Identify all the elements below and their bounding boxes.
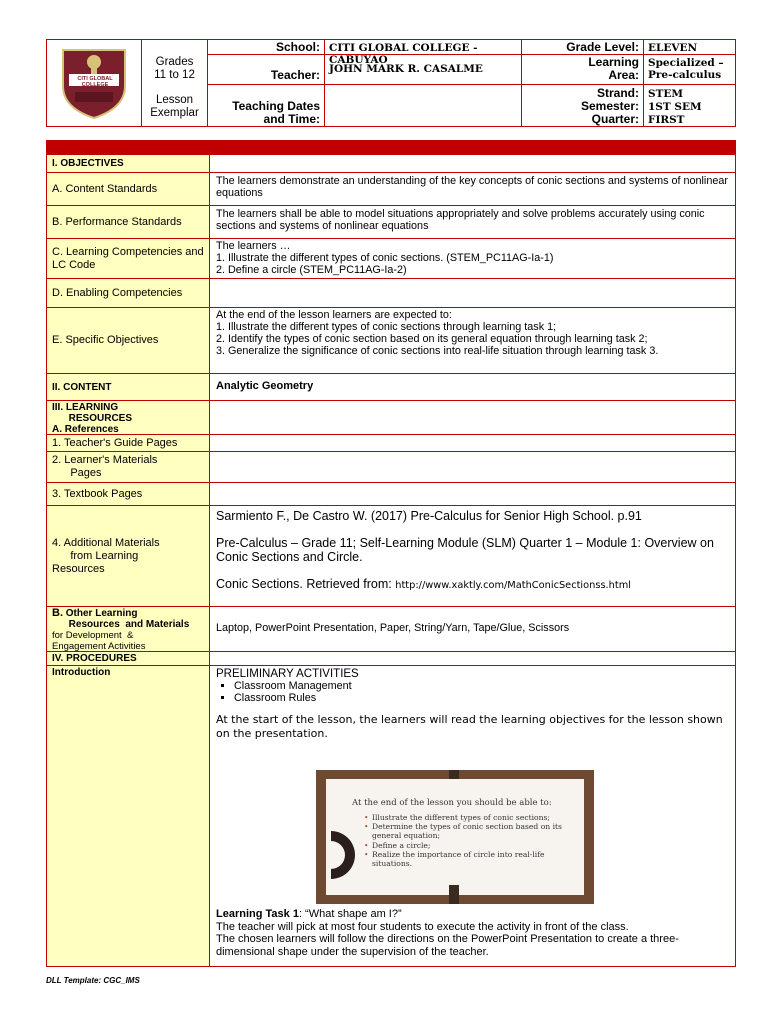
learning-task-title: Learning Task 1	[216, 908, 299, 920]
objectives-slide-image	[316, 770, 594, 904]
additional-materials-label: 4. Additional Materials from Learning Resources	[47, 506, 210, 606]
resources-row	[47, 400, 735, 434]
learners-materials-value	[210, 452, 735, 482]
semester-label: Semester:	[580, 99, 639, 113]
grades-label: Grades 11 to 12	[154, 56, 195, 81]
procedures-value	[210, 652, 735, 665]
learners-materials-row	[47, 451, 735, 482]
slide-item: • Determine the types of conic section based on its general equation;	[364, 822, 579, 840]
resources-label: III. LEARNING RESOURCES	[52, 402, 133, 424]
header-table	[46, 39, 736, 127]
other-resources-sublabel: for Development & Engagement Activities	[52, 630, 146, 652]
competencies-value: The learners … 1. Illustrate the different types of conic sections. (STEM_PC11AG-Ia-1) 2. Define a circle (STEM_PC11AG-Ia-2)	[216, 240, 554, 276]
grade-level-value: ELEVEN	[648, 42, 698, 54]
grades-cell	[142, 40, 208, 126]
learning-area-label: Learning Area:	[588, 55, 639, 82]
content-label: II. CONTENT	[47, 374, 210, 400]
procedures-label: IV. PROCEDURES	[47, 652, 210, 665]
enabling-value	[210, 279, 735, 307]
content-standards-value: The learners demonstrate an understanding of the key concepts of conic sections and systems of nonlinear equations	[216, 175, 728, 199]
slide-item: • Define a circle;	[364, 841, 579, 850]
school-label: School:	[276, 40, 320, 54]
teachers-guide-label: 1. Teacher's Guide Pages	[47, 435, 210, 451]
teachers-guide-row	[47, 434, 735, 451]
resources-label-cell	[47, 401, 210, 434]
table-header-bar	[47, 141, 735, 154]
textbook-label: 3. Textbook Pages	[47, 483, 210, 505]
grade-level-label: Grade Level:	[566, 40, 639, 54]
specific-objectives-label: E. Specific Objectives	[47, 308, 210, 373]
additional-materials-row	[47, 505, 735, 606]
slide-decoration	[449, 885, 459, 904]
slide-item: • Realize the importance of circle into real-life situations.	[364, 850, 579, 868]
slide-canvas	[326, 779, 584, 895]
textbook-value	[210, 483, 735, 505]
performance-standards-label: B. Performance Standards	[47, 206, 210, 238]
learning-task-block	[216, 908, 729, 958]
other-resources-label-cell	[47, 607, 210, 651]
logo-cell	[47, 40, 142, 126]
slide-objectives-list	[364, 813, 579, 868]
half-circle-graphic	[331, 831, 355, 879]
textbook-row	[47, 482, 735, 505]
lesson-exemplar-label: Lesson Exemplar	[150, 94, 199, 119]
content-row	[47, 373, 735, 400]
teacher-label: Teacher:	[270, 68, 320, 82]
teachers-guide-value	[210, 435, 735, 451]
introduction-value	[210, 666, 735, 966]
introduction-label: Introduction	[47, 666, 210, 966]
other-resources-value: Laptop, PowerPoint Presentation, Paper, String/Yarn, Tape/Glue, Scissors	[216, 622, 570, 634]
content-standards-row	[47, 172, 735, 205]
learning-task-subtitle: : “What shape am I?”	[298, 908, 402, 920]
content-standards-label: A. Content Standards	[47, 173, 210, 205]
strand-label: Strand:	[597, 86, 639, 100]
quarter-label: Quarter:	[591, 112, 639, 126]
preliminary-list	[216, 680, 729, 704]
objectives-row	[47, 154, 735, 172]
learners-materials-label: 2. Learner's Materials Pages	[47, 452, 210, 482]
content-value: Analytic Geometry	[216, 380, 314, 392]
slide-item: • Illustrate the different types of conic sections;	[364, 813, 579, 822]
learning-task-paragraph: The teacher will pick at most four students to execute the activity in front of the class.	[216, 920, 629, 933]
semester-value: 1ST SEM	[648, 101, 702, 113]
footer-template-label: DLL Template: CGC_IMS	[46, 976, 140, 985]
specific-objectives-row	[47, 307, 735, 373]
objectives-value	[210, 155, 735, 172]
teacher-value: JOHN MARK R. CASALME	[329, 63, 483, 75]
other-resources-letter: B.	[52, 607, 63, 619]
lesson-table	[46, 140, 736, 967]
strand-value: STEM	[648, 88, 684, 100]
hdr-divider	[208, 84, 735, 85]
reference-slm: Pre-Calculus – Grade 11; Self-Learning Module (SLM) Quarter 1 – Module 1: Overview on Conic Sections and Circle.	[216, 536, 714, 564]
other-resources-row	[47, 606, 735, 651]
enabling-label: D. Enabling Competencies	[47, 279, 210, 307]
reference-xaktly-url[interactable]: http://www.xaktly.com/MathConicSectionss.html	[395, 580, 631, 591]
procedures-row	[47, 651, 735, 665]
resources-value	[210, 401, 735, 434]
performance-standards-row	[47, 205, 735, 238]
reference-sarmiento: Sarmiento F., De Castro W. (2017) Pre-Calculus for Senior High School. p.91	[216, 509, 642, 523]
preliminary-heading: PRELIMINARY ACTIVITIES	[216, 668, 359, 680]
teaching-dates-label: Teaching Dates and Time:	[232, 99, 320, 126]
logo-text: CITI GLOBAL COLLEGE	[77, 76, 113, 88]
preliminary-item: ▪ Classroom Rules	[234, 692, 729, 704]
other-resources-label: Other Learning Resources and Materials	[65, 608, 190, 630]
slide-title: At the end of the lesson you should be able to:	[352, 798, 552, 808]
learning-area-value: Specialized – Pre-calculus	[648, 57, 724, 81]
reference-xaktly-prefix: Conic Sections. Retrieved from:	[216, 577, 396, 591]
competencies-row	[47, 238, 735, 278]
preliminary-item: ▪ Classroom Management	[234, 680, 729, 692]
school-value: CITI GLOBAL COLLEGE - CABUYAO	[329, 42, 478, 66]
intro-paragraph: At the start of the lesson, the learners will read the learning objectives for the lesson shown on the presentation.	[216, 713, 723, 740]
reference-xaktly	[216, 577, 729, 593]
learning-task-heading	[216, 908, 729, 921]
specific-objectives-value: At the end of the lesson learners are expected to: 1. Illustrate the different types of conic sections through learning task 1; 2. Identify the types of conic section based on its general equation through learning task 2; 3. Generalize the significance of conic sections into real-life situation through learning task 3.	[216, 309, 659, 357]
learning-task-paragraph: The chosen learners will follow the directions on the PowerPoint Presentation to create a three-dimensional shape under the supervision of the teacher.	[216, 933, 679, 958]
quarter-value: FIRST	[648, 114, 685, 126]
additional-materials-value	[210, 506, 735, 606]
references-label: A. References	[52, 424, 119, 435]
objectives-label: I. OBJECTIVES	[47, 155, 210, 172]
introduction-row	[47, 665, 735, 966]
performance-standards-value: The learners shall be able to model situations appropriately and solve problems accurately using conic sections and systems of nonlinear equations	[216, 208, 705, 232]
competencies-label: C. Learning Competencies and LC Code	[47, 239, 210, 278]
enabling-row	[47, 278, 735, 307]
